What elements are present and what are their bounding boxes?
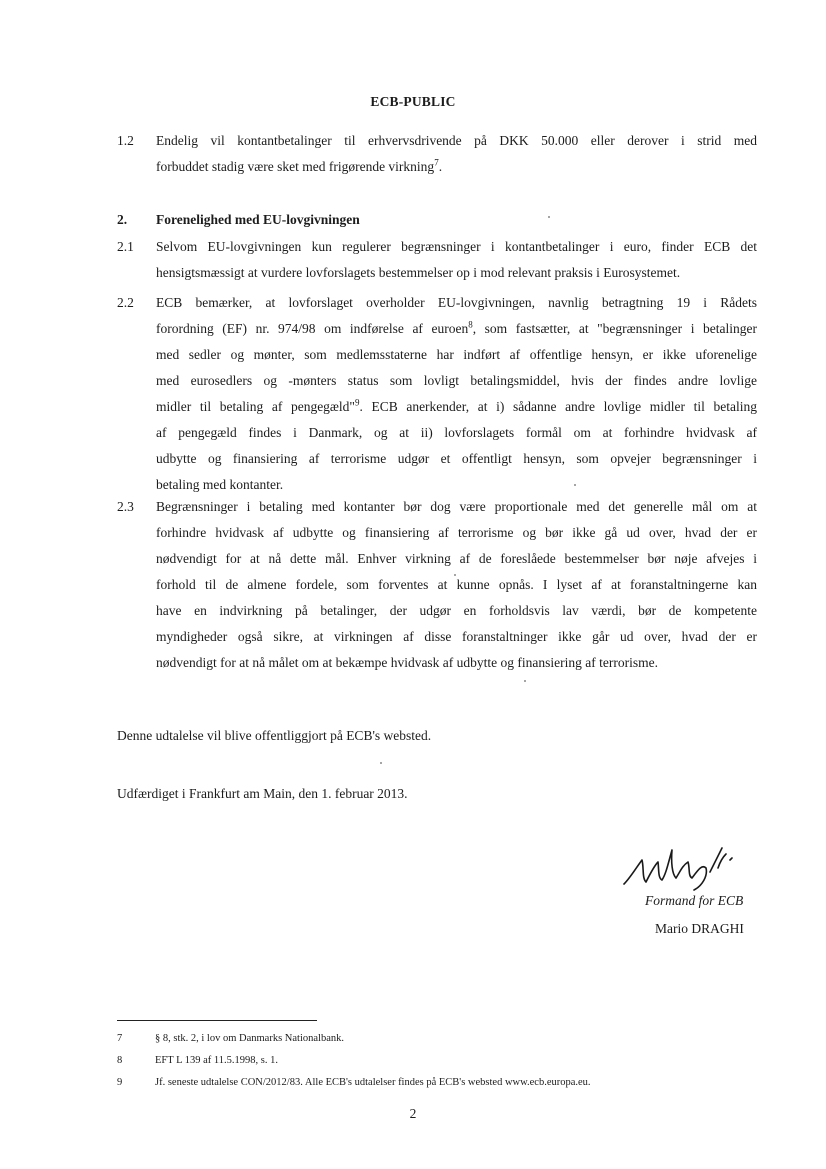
signatory-name: Mario DRAGHI [655, 921, 744, 936]
paragraph-number: 2.3 [117, 499, 134, 514]
paragraph-line [156, 154, 757, 180]
paragraph-line [156, 316, 757, 342]
footnote-text: Jf. seneste udtalelse CON/2012/83. Alle ECB's udtalelser findes på ECB's websted www.ecb.europa.eu. [155, 1077, 591, 1088]
page-number: 2 [409, 1106, 417, 1121]
paragraph-line [156, 394, 757, 420]
paragraph-line: Endelig vil kontantbetalinger til erhvervsdrivende på DKK 50.000 eller derover i strid med [156, 133, 757, 148]
section-title: Forenelighed med EU-lovgivningen [156, 212, 360, 227]
paragraph-2-1 [117, 234, 757, 286]
paragraph-number: 2.1 [117, 239, 134, 254]
signatory-title: Formand for ECB [645, 893, 744, 908]
paragraph-line: myndigheder også sikre, at virkningen af disse foranstaltninger ikke går ud over, hvad der er [156, 629, 757, 644]
paragraph-number: 2.2 [117, 295, 134, 310]
paragraph-line: forhold til de almene fordele, som forventes at kunne opnås. I lyset af at foranstaltningerne kan [156, 577, 757, 592]
scan-speck [524, 680, 526, 682]
section-number: 2. [117, 212, 128, 227]
paragraph-line: hensigtsmæssigt at vurdere lovforslagets bestemmelser op i mod relevant praksis i Eurosystemet. [156, 265, 681, 280]
footnote-separator [117, 1020, 317, 1021]
line-text: . ECB anerkender, at i) sådanne andre lovlige midler til betaling [359, 399, 758, 414]
paragraph-2-3 [117, 494, 757, 676]
footnote-number: 7 [117, 1033, 123, 1044]
handwritten-signature [618, 838, 768, 898]
line-text: forordning (EF) nr. 974/98 om indførelse af euroen [156, 321, 469, 336]
scan-speck [454, 574, 456, 576]
paragraph-line: nødvendigt for at nå dette mål. Enhver virkning af de foreslåede bestemmelser bør nøje afvejes i [156, 551, 757, 566]
footnote-ref: 9 [354, 397, 360, 408]
scan-speck [574, 484, 576, 486]
scan-speck [548, 216, 550, 218]
paragraph-line: udbytte og finansiering af terrorisme udgør et offentligt hensyn, som opvejer begrænsninger i [156, 451, 757, 466]
publication-note: Denne udtalelse vil blive offentliggjort på ECB's websted. [117, 728, 432, 743]
footnote-number: 8 [117, 1055, 123, 1066]
classification-header: ECB-PUBLIC [370, 94, 456, 109]
footnote-ref: 8 [468, 319, 473, 330]
paragraph-line: ECB bemærker, at lovforslaget overholder EU-lovgivningen, navnlig betragtning 19 i Rådets [156, 295, 757, 310]
line-text: , som fastsætter, at "begrænsninger i betalinger [472, 321, 758, 336]
paragraph-2-2 [117, 290, 757, 498]
footnote-number: 9 [117, 1077, 123, 1088]
section-heading [117, 212, 360, 228]
paragraph-line: med sedler og mønter, som medlemsstaterne har indført af offentlige hensyn, er ikke uforenelige [156, 347, 757, 362]
scan-speck [380, 762, 382, 764]
footnote-text: § 8, stk. 2, i lov om Danmarks Nationalbank. [155, 1033, 344, 1044]
paragraph-line: have en indvirkning på betalinger, der udgør en forholdsvis lav værdi, bør de kompetente [156, 603, 757, 618]
paragraph-line: af pengegæld findes i Danmark, og at ii) lovforslagets formål om at forhindre hvidvask af [156, 425, 757, 440]
paragraph-line: nødvendigt for at nå målet om at bekæmpe hvidvask af udbytte og finansiering af terrorisme. [156, 655, 658, 670]
paragraph-line: med eurosedlers og -mønters status som lovligt betalingsmiddel, hvis der findes andre lovlige [156, 373, 757, 388]
place-and-date: Udfærdiget i Frankfurt am Main, den 1. februar 2013. [117, 786, 408, 801]
footnote-9 [117, 1077, 591, 1088]
footnote-8 [117, 1055, 278, 1066]
line-tail: . [438, 159, 443, 174]
paragraph-line: betaling med kontanter. [156, 477, 284, 492]
paragraph-line: Selvom EU-lovgivningen kun regulerer begrænsninger i kontantbetalinger i euro, finder ECB det [156, 239, 757, 254]
line-text: midler til betaling af pengegæld" [156, 399, 355, 414]
line-text: forbuddet stadig være sket med frigørende virkning [156, 159, 435, 174]
paragraph-line: Begrænsninger i betaling med kontanter bør dog være proportionale med det generelle mål om at [156, 499, 757, 514]
footnote-7 [117, 1033, 344, 1044]
footnote-ref: 7 [434, 157, 439, 168]
paragraph-number: 1.2 [117, 133, 134, 148]
footnote-text: EFT L 139 af 11.5.1998, s. 1. [155, 1055, 278, 1066]
paragraph-line: forhindre hvidvask af udbytte og finansiering af terrorisme og bør ikke gå ud over, hvad der er [156, 525, 757, 540]
paragraph-1-2 [117, 128, 757, 180]
